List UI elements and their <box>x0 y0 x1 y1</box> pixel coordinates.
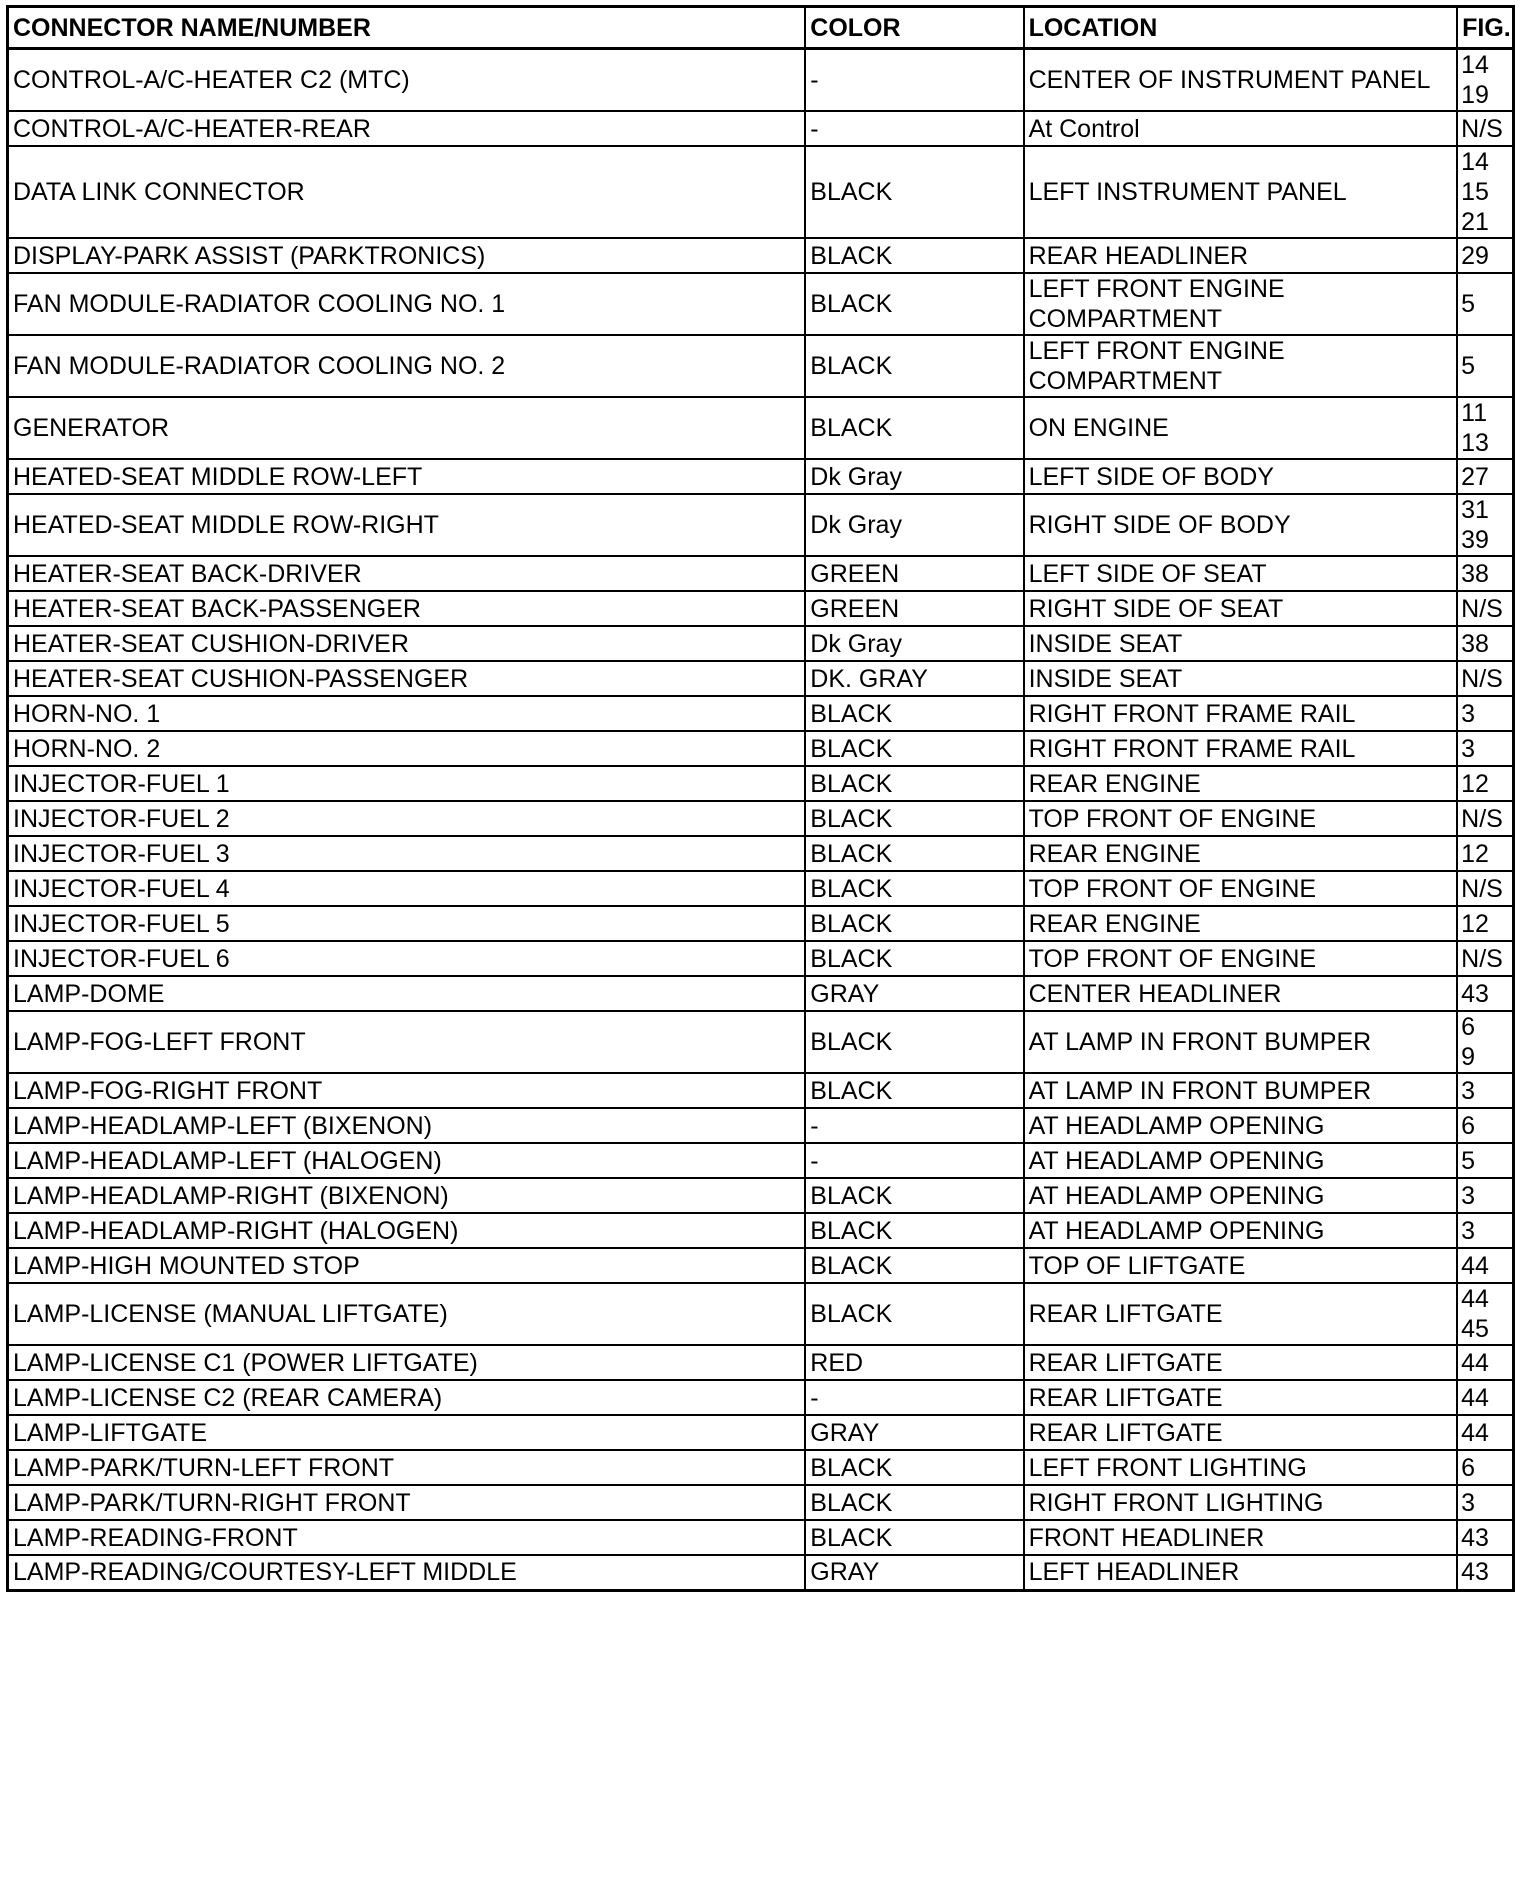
cell-color: BLACK <box>805 906 1023 941</box>
cell-connector-name: DISPLAY-PARK ASSIST (PARKTRONICS) <box>8 238 806 273</box>
cell-connector-name: LAMP-READING/COURTESY-LEFT MIDDLE <box>8 1555 806 1590</box>
cell-connector-name: INJECTOR-FUEL 2 <box>8 801 806 836</box>
cell-fig: 12 <box>1457 836 1513 871</box>
cell-color: - <box>805 111 1023 146</box>
cell-color: RED <box>805 1345 1023 1380</box>
cell-color: BLACK <box>805 1485 1023 1520</box>
cell-color: BLACK <box>805 801 1023 836</box>
cell-fig: 44 45 <box>1457 1283 1513 1345</box>
connector-table <box>6 5 1515 1592</box>
cell-location: At Control <box>1024 111 1458 146</box>
cell-fig: 27 <box>1457 459 1513 494</box>
cell-location: REAR ENGINE <box>1024 836 1458 871</box>
cell-color: BLACK <box>805 1450 1023 1485</box>
header-connector-name: CONNECTOR NAME/NUMBER <box>8 7 806 49</box>
cell-color: BLACK <box>805 1073 1023 1108</box>
header-fig: FIG. <box>1457 7 1513 49</box>
cell-color: Dk Gray <box>805 494 1023 556</box>
cell-location: LEFT FRONT LIGHTING <box>1024 1450 1458 1485</box>
cell-location: REAR LIFTGATE <box>1024 1380 1458 1415</box>
cell-location: CENTER OF INSTRUMENT PANEL <box>1024 49 1458 112</box>
header-location: LOCATION <box>1024 7 1458 49</box>
cell-connector-name: LAMP-HIGH MOUNTED STOP <box>8 1248 806 1283</box>
cell-color: GREEN <box>805 591 1023 626</box>
cell-fig: 31 39 <box>1457 494 1513 556</box>
cell-location: LEFT FRONT ENGINE COMPARTMENT <box>1024 335 1458 397</box>
cell-color: BLACK <box>805 766 1023 801</box>
cell-connector-name: HEATER-SEAT BACK-DRIVER <box>8 556 806 591</box>
cell-connector-name: HORN-NO. 2 <box>8 731 806 766</box>
cell-location: ON ENGINE <box>1024 397 1458 459</box>
table-row <box>8 1520 1514 1555</box>
table-header <box>8 7 1514 49</box>
cell-location: LEFT SIDE OF SEAT <box>1024 556 1458 591</box>
cell-location: RIGHT SIDE OF BODY <box>1024 494 1458 556</box>
table-row <box>8 801 1514 836</box>
cell-location: REAR LIFTGATE <box>1024 1345 1458 1380</box>
cell-fig: 5 <box>1457 1143 1513 1178</box>
cell-fig: N/S <box>1457 591 1513 626</box>
cell-connector-name: LAMP-FOG-RIGHT FRONT <box>8 1073 806 1108</box>
cell-fig: 38 <box>1457 556 1513 591</box>
table-row <box>8 626 1514 661</box>
table-row <box>8 1345 1514 1380</box>
table-row <box>8 1073 1514 1108</box>
cell-fig: 3 <box>1457 696 1513 731</box>
cell-color: - <box>805 49 1023 112</box>
cell-connector-name: GENERATOR <box>8 397 806 459</box>
cell-location: RIGHT SIDE OF SEAT <box>1024 591 1458 626</box>
table-row <box>8 906 1514 941</box>
cell-location: LEFT SIDE OF BODY <box>1024 459 1458 494</box>
cell-fig: 43 <box>1457 1520 1513 1555</box>
cell-fig: N/S <box>1457 661 1513 696</box>
cell-connector-name: LAMP-FOG-LEFT FRONT <box>8 1011 806 1073</box>
cell-fig: 12 <box>1457 906 1513 941</box>
table-row <box>8 1450 1514 1485</box>
cell-location: LEFT INSTRUMENT PANEL <box>1024 146 1458 238</box>
cell-color: GRAY <box>805 1415 1023 1450</box>
table-row <box>8 836 1514 871</box>
cell-location: AT HEADLAMP OPENING <box>1024 1108 1458 1143</box>
cell-connector-name: HEATER-SEAT BACK-PASSENGER <box>8 591 806 626</box>
header-color: COLOR <box>805 7 1023 49</box>
cell-color: BLACK <box>805 1283 1023 1345</box>
cell-location: TOP OF LIFTGATE <box>1024 1248 1458 1283</box>
table-row <box>8 238 1514 273</box>
table-row <box>8 1248 1514 1283</box>
cell-fig: 44 <box>1457 1380 1513 1415</box>
cell-location: AT LAMP IN FRONT BUMPER <box>1024 1073 1458 1108</box>
cell-connector-name: HEATED-SEAT MIDDLE ROW-LEFT <box>8 459 806 494</box>
cell-fig: 3 <box>1457 1178 1513 1213</box>
cell-color: BLACK <box>805 1178 1023 1213</box>
cell-color: BLACK <box>805 238 1023 273</box>
table-row <box>8 1415 1514 1450</box>
cell-connector-name: FAN MODULE-RADIATOR COOLING NO. 1 <box>8 273 806 335</box>
cell-fig: 29 <box>1457 238 1513 273</box>
cell-location: AT HEADLAMP OPENING <box>1024 1213 1458 1248</box>
cell-connector-name: INJECTOR-FUEL 5 <box>8 906 806 941</box>
cell-location: AT HEADLAMP OPENING <box>1024 1178 1458 1213</box>
cell-fig: 5 <box>1457 273 1513 335</box>
cell-fig: 44 <box>1457 1415 1513 1450</box>
table-row <box>8 273 1514 335</box>
cell-connector-name: INJECTOR-FUEL 4 <box>8 871 806 906</box>
cell-fig: 44 <box>1457 1248 1513 1283</box>
cell-fig: N/S <box>1457 941 1513 976</box>
cell-location: FRONT HEADLINER <box>1024 1520 1458 1555</box>
cell-connector-name: LAMP-HEADLAMP-RIGHT (BIXENON) <box>8 1178 806 1213</box>
table-row <box>8 1555 1514 1590</box>
cell-fig: 6 <box>1457 1450 1513 1485</box>
cell-connector-name: INJECTOR-FUEL 3 <box>8 836 806 871</box>
cell-color: BLACK <box>805 836 1023 871</box>
cell-fig: 3 <box>1457 1073 1513 1108</box>
cell-connector-name: CONTROL-A/C-HEATER C2 (MTC) <box>8 49 806 112</box>
table-row <box>8 1283 1514 1345</box>
cell-fig: 14 15 21 <box>1457 146 1513 238</box>
table-row <box>8 766 1514 801</box>
cell-connector-name: LAMP-DOME <box>8 976 806 1011</box>
table-row <box>8 335 1514 397</box>
cell-color: BLACK <box>805 1520 1023 1555</box>
cell-fig: 5 <box>1457 335 1513 397</box>
cell-fig: 14 19 <box>1457 49 1513 112</box>
cell-location: REAR ENGINE <box>1024 766 1458 801</box>
table-row <box>8 1011 1514 1073</box>
cell-connector-name: INJECTOR-FUEL 6 <box>8 941 806 976</box>
cell-connector-name: LAMP-HEADLAMP-RIGHT (HALOGEN) <box>8 1213 806 1248</box>
cell-fig: 43 <box>1457 1555 1513 1590</box>
cell-fig: N/S <box>1457 111 1513 146</box>
cell-color: DK. GRAY <box>805 661 1023 696</box>
table-row <box>8 49 1514 112</box>
cell-connector-name: HORN-NO. 1 <box>8 696 806 731</box>
table-row <box>8 661 1514 696</box>
cell-location: AT LAMP IN FRONT BUMPER <box>1024 1011 1458 1073</box>
cell-connector-name: HEATER-SEAT CUSHION-PASSENGER <box>8 661 806 696</box>
cell-location: TOP FRONT OF ENGINE <box>1024 801 1458 836</box>
cell-connector-name: HEATER-SEAT CUSHION-DRIVER <box>8 626 806 661</box>
cell-color: BLACK <box>805 1248 1023 1283</box>
table-row <box>8 146 1514 238</box>
table-row <box>8 111 1514 146</box>
table-row <box>8 1178 1514 1213</box>
cell-connector-name: LAMP-LICENSE (MANUAL LIFTGATE) <box>8 1283 806 1345</box>
cell-location: REAR LIFTGATE <box>1024 1415 1458 1450</box>
table-row <box>8 731 1514 766</box>
cell-connector-name: LAMP-PARK/TURN-RIGHT FRONT <box>8 1485 806 1520</box>
table-row <box>8 591 1514 626</box>
cell-location: LEFT FRONT ENGINE COMPARTMENT <box>1024 273 1458 335</box>
cell-color: - <box>805 1380 1023 1415</box>
table-row <box>8 976 1514 1011</box>
cell-location: CENTER HEADLINER <box>1024 976 1458 1011</box>
table-row <box>8 397 1514 459</box>
cell-color: BLACK <box>805 335 1023 397</box>
cell-connector-name: DATA LINK CONNECTOR <box>8 146 806 238</box>
cell-connector-name: LAMP-HEADLAMP-LEFT (BIXENON) <box>8 1108 806 1143</box>
cell-color: BLACK <box>805 273 1023 335</box>
cell-fig: 11 13 <box>1457 397 1513 459</box>
cell-fig: N/S <box>1457 801 1513 836</box>
cell-location: AT HEADLAMP OPENING <box>1024 1143 1458 1178</box>
cell-color: BLACK <box>805 941 1023 976</box>
table-row <box>8 556 1514 591</box>
cell-location: REAR HEADLINER <box>1024 238 1458 273</box>
cell-location: INSIDE SEAT <box>1024 626 1458 661</box>
cell-location: TOP FRONT OF ENGINE <box>1024 871 1458 906</box>
cell-connector-name: LAMP-LIFTGATE <box>8 1415 806 1450</box>
cell-color: BLACK <box>805 871 1023 906</box>
cell-fig: 3 <box>1457 1485 1513 1520</box>
cell-location: REAR LIFTGATE <box>1024 1283 1458 1345</box>
table-row <box>8 459 1514 494</box>
table-row <box>8 1380 1514 1415</box>
table-row <box>8 1213 1514 1248</box>
table-row <box>8 871 1514 906</box>
cell-color: BLACK <box>805 397 1023 459</box>
cell-location: REAR ENGINE <box>1024 906 1458 941</box>
cell-color: GREEN <box>805 556 1023 591</box>
table-row <box>8 696 1514 731</box>
table-row <box>8 941 1514 976</box>
cell-location: RIGHT FRONT FRAME RAIL <box>1024 731 1458 766</box>
cell-fig: 44 <box>1457 1345 1513 1380</box>
cell-color: BLACK <box>805 731 1023 766</box>
cell-color: GRAY <box>805 1555 1023 1590</box>
cell-location: RIGHT FRONT LIGHTING <box>1024 1485 1458 1520</box>
cell-color: BLACK <box>805 146 1023 238</box>
table-row <box>8 1485 1514 1520</box>
cell-connector-name: LAMP-HEADLAMP-LEFT (HALOGEN) <box>8 1143 806 1178</box>
cell-color: - <box>805 1108 1023 1143</box>
cell-color: Dk Gray <box>805 459 1023 494</box>
cell-connector-name: INJECTOR-FUEL 1 <box>8 766 806 801</box>
cell-connector-name: LAMP-LICENSE C2 (REAR CAMERA) <box>8 1380 806 1415</box>
cell-location: TOP FRONT OF ENGINE <box>1024 941 1458 976</box>
cell-color: - <box>805 1143 1023 1178</box>
cell-color: BLACK <box>805 696 1023 731</box>
cell-color: BLACK <box>805 1011 1023 1073</box>
header-row <box>8 7 1514 49</box>
table-row <box>8 1108 1514 1143</box>
cell-connector-name: HEATED-SEAT MIDDLE ROW-RIGHT <box>8 494 806 556</box>
cell-fig: N/S <box>1457 871 1513 906</box>
cell-fig: 6 9 <box>1457 1011 1513 1073</box>
cell-fig: 6 <box>1457 1108 1513 1143</box>
table-row <box>8 494 1514 556</box>
cell-connector-name: LAMP-PARK/TURN-LEFT FRONT <box>8 1450 806 1485</box>
cell-connector-name: LAMP-READING-FRONT <box>8 1520 806 1555</box>
cell-color: GRAY <box>805 976 1023 1011</box>
cell-connector-name: FAN MODULE-RADIATOR COOLING NO. 2 <box>8 335 806 397</box>
cell-fig: 38 <box>1457 626 1513 661</box>
cell-fig: 43 <box>1457 976 1513 1011</box>
table-row <box>8 1143 1514 1178</box>
cell-connector-name: CONTROL-A/C-HEATER-REAR <box>8 111 806 146</box>
cell-fig: 3 <box>1457 1213 1513 1248</box>
cell-fig: 12 <box>1457 766 1513 801</box>
table-body <box>8 49 1514 1591</box>
cell-color: BLACK <box>805 1213 1023 1248</box>
cell-location: RIGHT FRONT FRAME RAIL <box>1024 696 1458 731</box>
cell-location: INSIDE SEAT <box>1024 661 1458 696</box>
cell-connector-name: LAMP-LICENSE C1 (POWER LIFTGATE) <box>8 1345 806 1380</box>
cell-fig: 3 <box>1457 731 1513 766</box>
cell-color: Dk Gray <box>805 626 1023 661</box>
cell-location: LEFT HEADLINER <box>1024 1555 1458 1590</box>
